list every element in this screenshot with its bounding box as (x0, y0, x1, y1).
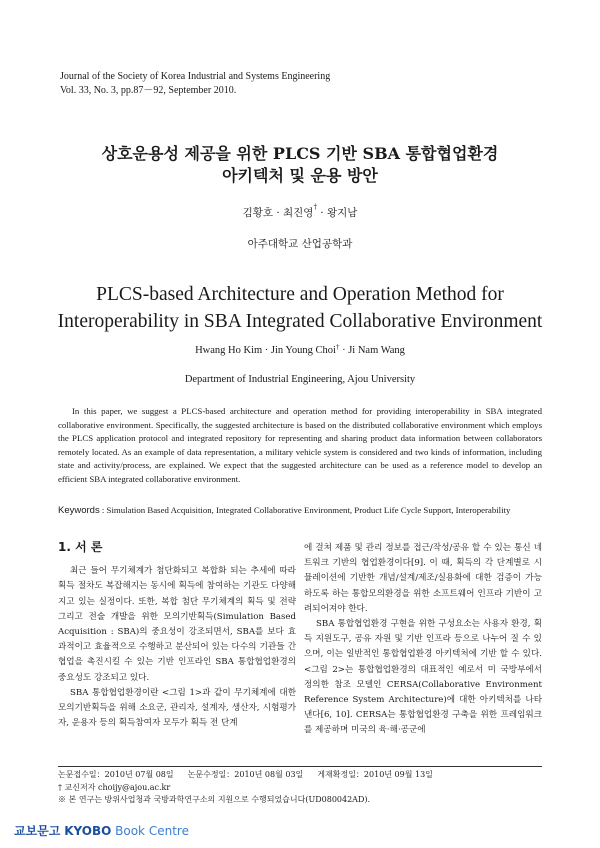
english-title (0, 281, 600, 335)
journal-info (60, 70, 330, 98)
corresponding-mark-en: † (335, 343, 340, 351)
left-column (58, 540, 296, 731)
english-title-line2: Interoperability in SBA Integrated Collaborative Environment (57, 311, 543, 332)
kyobo-logo (14, 822, 189, 839)
brand-kyobo: KYOBO (64, 824, 112, 838)
journal-name: Journal of the Society of Korea Industrial and Systems Engineering (60, 71, 331, 82)
section-heading: 1. 서 론 (58, 540, 103, 554)
intro-paragraph-2: SBA 통합협업환경이란 <그림 1>과 같이 무기체계에 대한 모의기반획득을 위해 소요군, 관리자, 설계자, 생산자, 시험평가자, 운용자 등의 획득참여자 모두가 획득 전 단계 (58, 687, 296, 729)
intro-paragraph-4: SBA 통합협업환경 구현을 위한 구성요소는 사용자 환경, 획득 지원도구, 공유 자원 및 기반 인프라 등으로 나누어 질 수 있으며, 이는 일반적인 통합협업환경 아키텍처에 기반 할 수 있다. <그림 2>는 통합협업환경의 대표적인 예로서 미 국방부에서 정의한 참조 모델인 CERSA(Collaborative Environment Reference System Architecture)에 대한 아키텍처를 나타낸다[6, 10]. CERSA는 통합협업환경 구축을 위한 프레임워크를 제공하며 미국의 육·해·공군에 (304, 619, 542, 736)
funding-note: ※ 본 연구는 방위사업청과 국방과학연구소의 지원으로 수행되었습니다(UD080042AD). (58, 795, 371, 804)
intro-paragraph-3: 에 걸쳐 제품 및 관리 정보를 접근/작성/공유 할 수 있는 통신 네트워크 기반의 협업환경이다[9]. 이 때, 획득의 각 단계별로 시뮬레이션에 기반한 개념/설계/제조/실용화에 대한 검증이 가능하도록 하는 통합모의환경을 위한 소프트웨어 인프라 기반이 고려되어져야 한다. (304, 543, 542, 614)
korean-title-line2: 아키텍처 및 운용 방안 (222, 166, 378, 185)
revised-date: 논문수정일：2010년 08월 03일 (187, 770, 304, 779)
footnote-divider (58, 766, 542, 767)
brand-korean: 교보문고 (14, 824, 61, 838)
korean-authors (0, 205, 600, 220)
dates-line (58, 769, 433, 782)
intro-paragraph-1: 최근 들어 무기체계가 첨단화되고 복합화 되는 추세에 따라 획득 절차도 복잡해지는 동시에 획득에 참여하는 기관도 다양해지고 있는 실정이다. 또한, 복합 첨단 무기체계의 획득 및 전략 그리고 전술 개발을 위한 모의기반획득(Simulation Based Acquisition : SBA)의 중요성이 강조되면서, SBA를 보다 효과적이고 효율적으로 수행하고 분산되어 있는 다수의 기관들 간 협업을 촉진시킬 수 있는 기반 인프라인 SBA 통합협업환경의 중요성도 강조되고 있다. (58, 566, 296, 683)
corresponding-author: † 교신저자 choijy@ajou.ac.kr (58, 782, 171, 792)
corresponding-mark: † (313, 203, 317, 211)
korean-affiliation: 아주대학교 산업공학과 (247, 238, 353, 250)
accepted-date: 게재확정일：2010년 09월 13일 (317, 770, 433, 779)
korean-authors-post: · 왕지남 (316, 207, 358, 219)
abstract: In this paper, we suggest a PLCS-based architecture and operation method for providing interoperability in SBA integrated collaborative environment. Specifically, the suggested architecture is based on the distributed collaborative environment which employs the PLCS application protocol and integrated repository for representing and sharing product data information between collaborators remotely located. As an example of data representation, a military vehicle system is considered and two kinds of information, including state and activity/process, are explained. We expect that the suggested architecture can be used as a reference model to develop an efficient SBA integrated collaborative environment. (58, 406, 542, 484)
keywords-text: : Simulation Based Acquisition, Integrated Collaborative Environment, Product Life Cycle Support, Interoperability (99, 505, 511, 515)
english-authors (0, 345, 600, 356)
korean-authors-pre: 김황호 · 최진영 (242, 207, 314, 219)
brand-book-centre: Book Centre (115, 824, 189, 838)
right-column (304, 541, 542, 739)
footnotes (58, 769, 433, 807)
english-affiliation: Department of Industrial Engineering, Ajou University (184, 374, 416, 385)
keywords-label: Keywords (58, 505, 100, 516)
english-authors-post: · Ji Nam Wang (339, 345, 405, 356)
journal-volume: Vol. 33, No. 3, pp.87－92, September 2010. (60, 85, 237, 96)
received-date: 논문접수일：2010년 07월 08일 (58, 770, 174, 779)
english-title-line1: PLCS-based Architecture and Operation Method for (96, 284, 504, 305)
korean-title (0, 143, 600, 187)
korean-title-line1: 상호운용성 제공을 위한 PLCS 기반 SBA 통합협업환경 (101, 144, 499, 163)
keywords (58, 505, 548, 516)
english-authors-pre: Hwang Ho Kim · Jin Young Choi (195, 345, 336, 356)
